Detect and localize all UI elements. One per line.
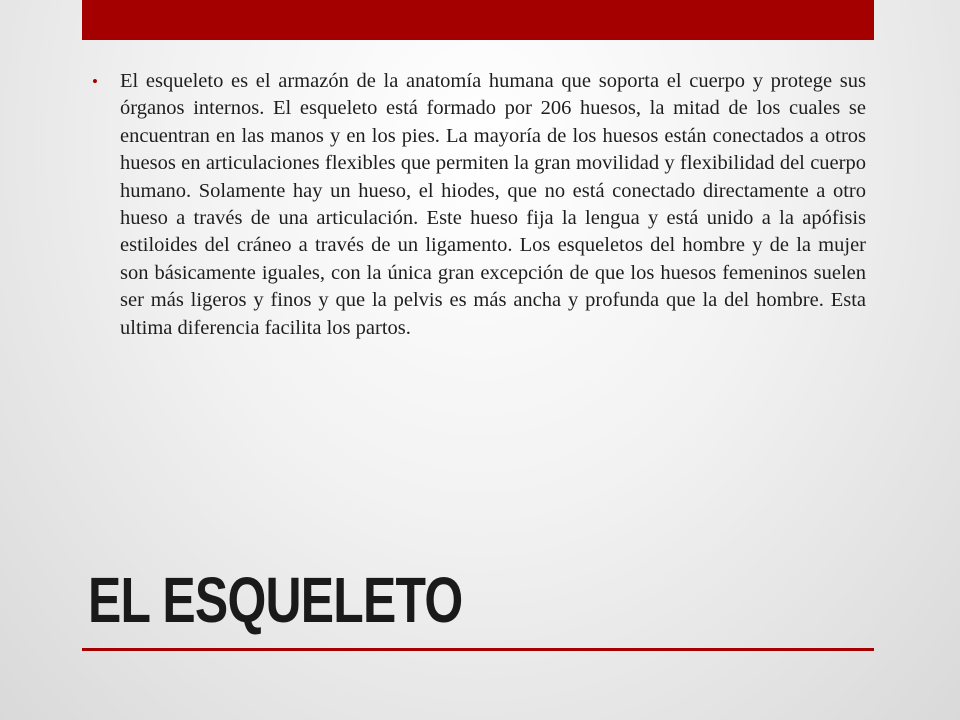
slide-title: EL ESQUELETO [88, 564, 463, 636]
bullet-text: El esqueleto es el armazón de la anatomía humana que soporta el cuerpo y protege sus órganos internos. El esqueleto está formado por 206 huesos, la mitad de los cuales se encuentran en las manos y en los pies. La mayoría de los huesos están conectados a otros huesos en articulaciones flexibles que permiten la gran movilidad y flexibilidad del cuerpo humano. Solamente hay un hueso, el hiodes, que no está conectado directamente a otro hueso a través de una articulación. Este hueso fija la lengua y está unido a la apófisis estiloides del cráneo a través de un ligamento. Los esqueletos del hombre y de la mujer son básicamente iguales, con la única gran excepción de que los huesos femeninos suelen ser más ligeros y finos y que la pelvis es más ancha y profunda que la del hombre. Esta ultima diferencia facilita los partos. [120, 70, 866, 339]
slide-content [90, 68, 866, 342]
top-accent-bar [82, 0, 874, 40]
bullet-item [90, 68, 866, 342]
bullet-marker: • [92, 72, 98, 91]
title-underline [82, 648, 874, 651]
